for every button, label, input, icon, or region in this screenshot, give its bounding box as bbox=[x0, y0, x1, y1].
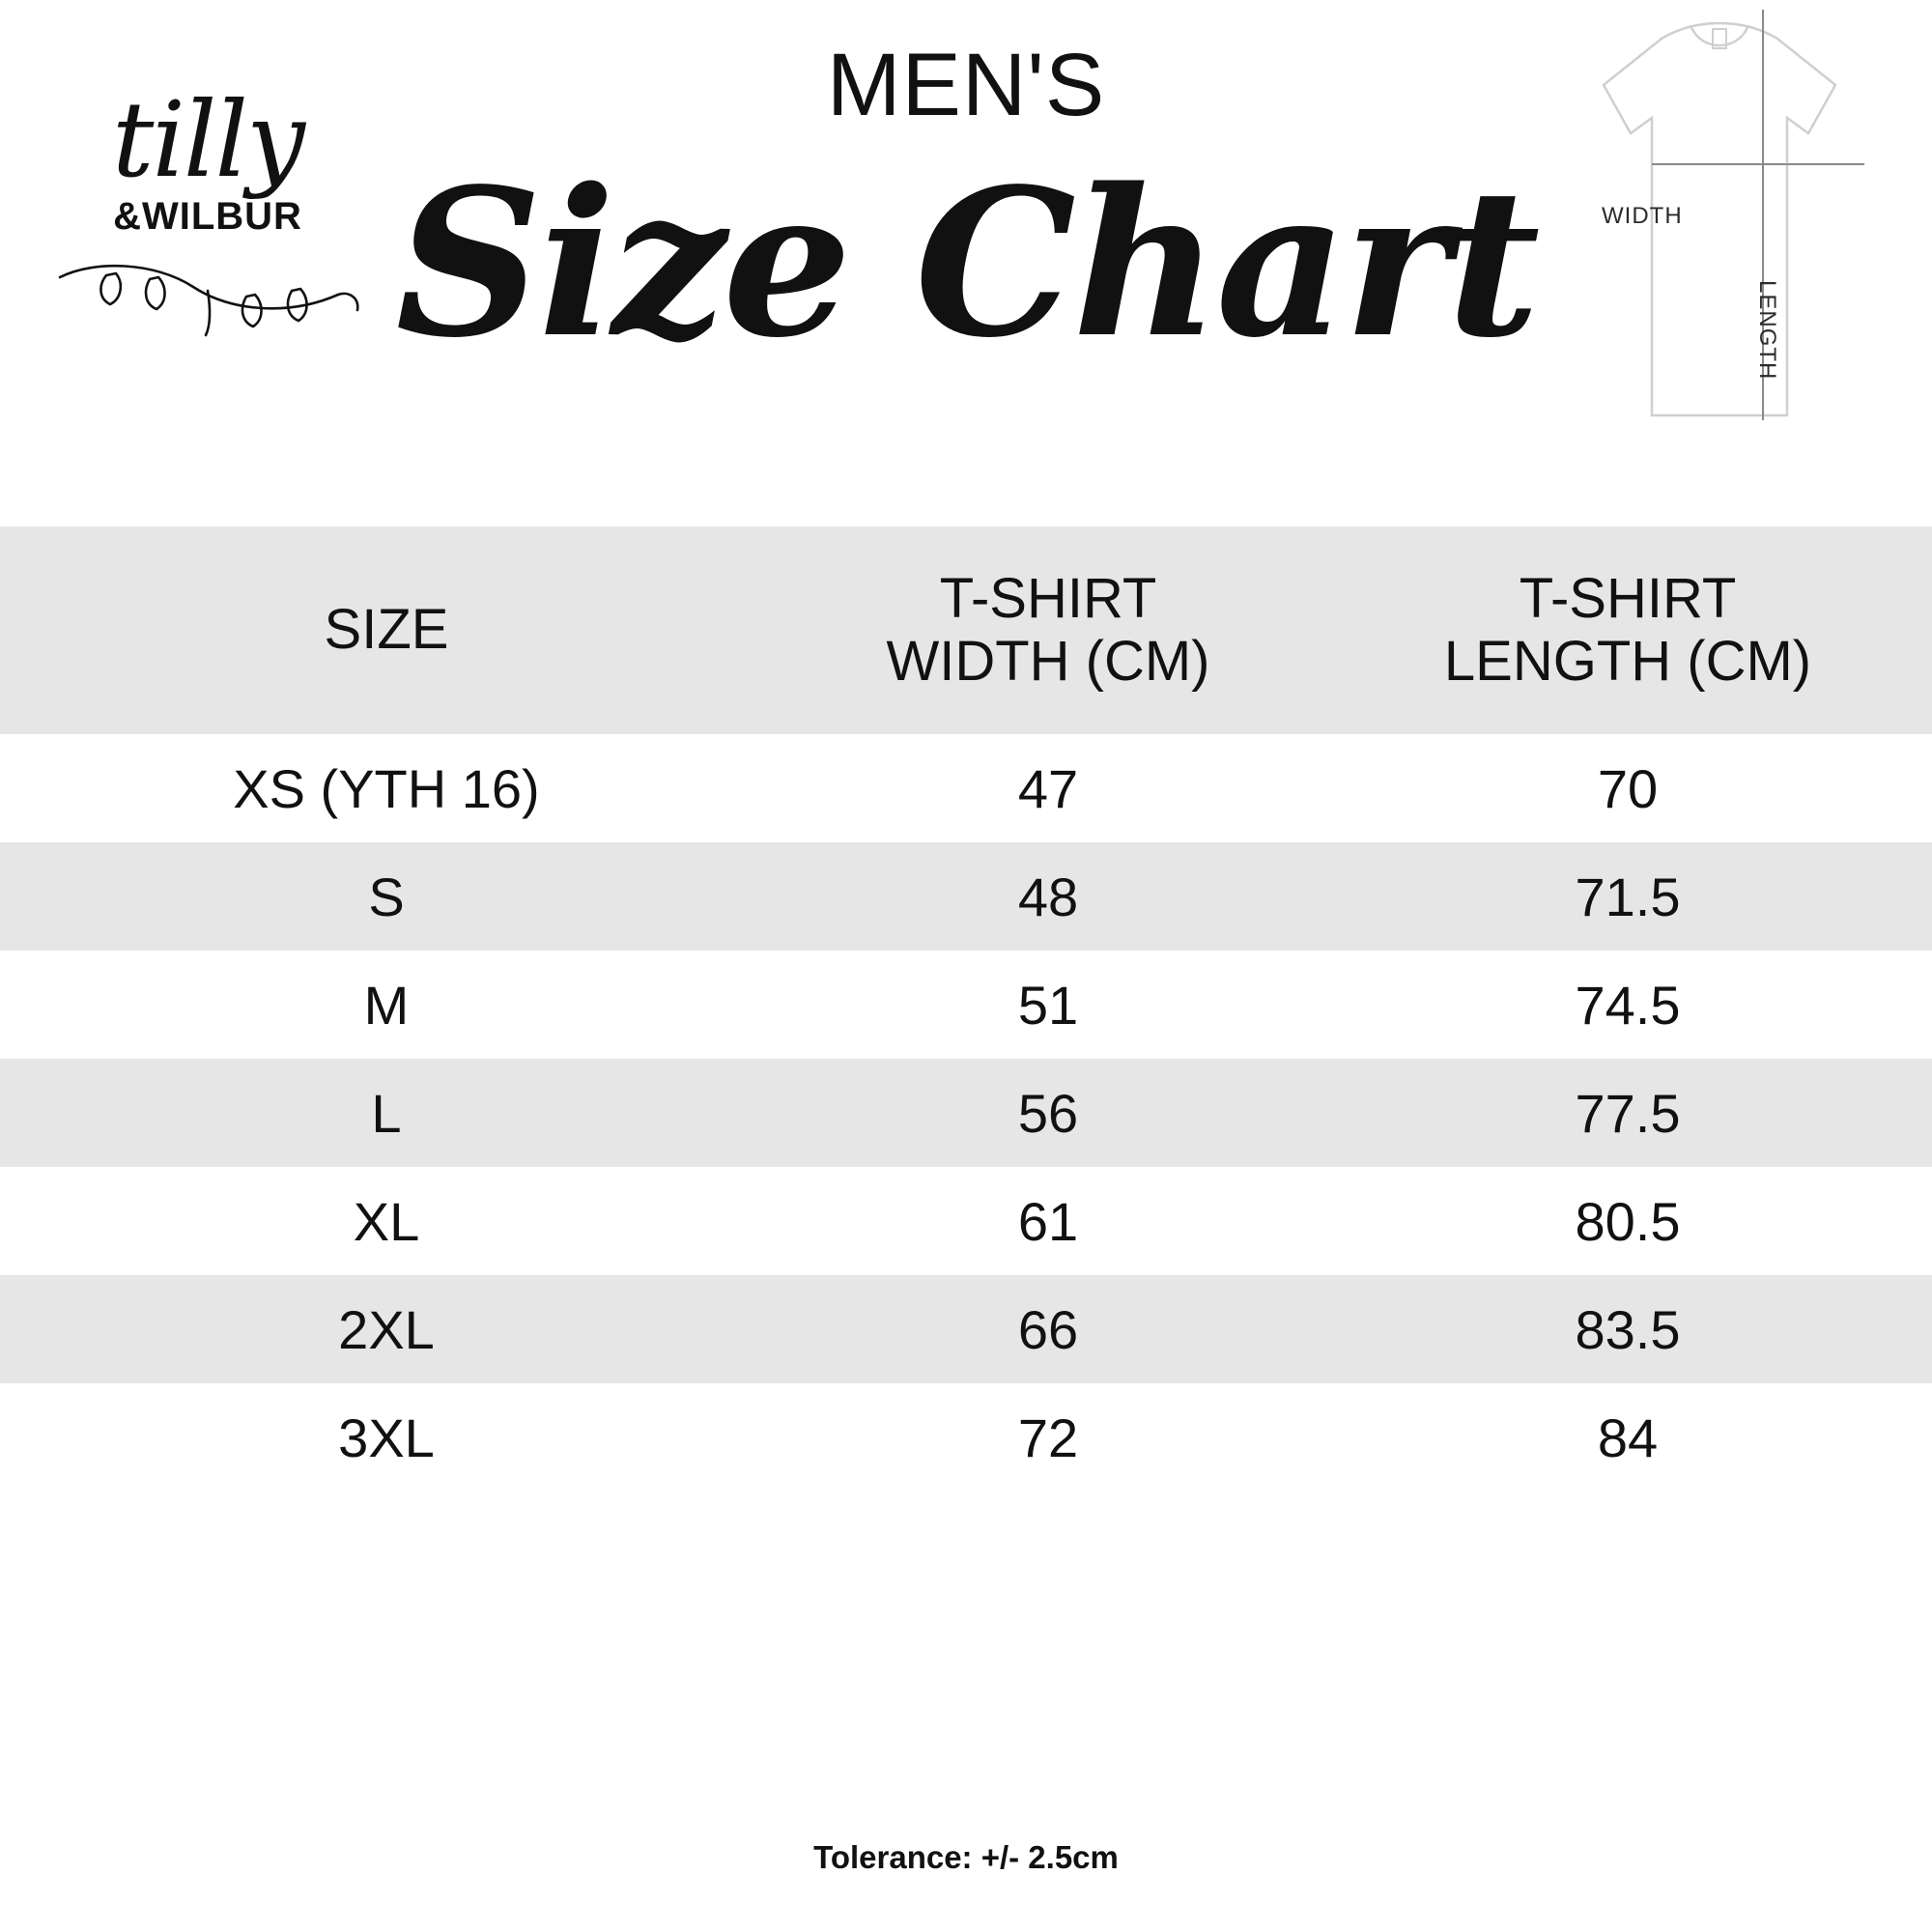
table-row bbox=[0, 1383, 1932, 1492]
cell-width: 61 bbox=[1017, 1190, 1079, 1252]
cell-size: M bbox=[363, 974, 410, 1036]
cell-width: 47 bbox=[1017, 757, 1079, 819]
brand-subname: &WILBUR bbox=[113, 194, 302, 238]
cell-length: 77.5 bbox=[1575, 1082, 1681, 1144]
cell-size: L bbox=[371, 1082, 402, 1144]
width-label: WIDTH bbox=[1602, 203, 1683, 229]
cell-width: 66 bbox=[1017, 1298, 1079, 1360]
cell-size: 3XL bbox=[338, 1406, 435, 1468]
table-row bbox=[0, 951, 1932, 1059]
cell-size: XL bbox=[353, 1190, 420, 1252]
length-label: LENGTH bbox=[1754, 280, 1780, 381]
title-main: Size Chart bbox=[395, 143, 1537, 383]
column-header-length-line2: LENGTH (CM) bbox=[1443, 629, 1812, 693]
cell-length: 71.5 bbox=[1575, 866, 1681, 927]
cell-size: XS (YTH 16) bbox=[233, 757, 540, 819]
brand-logo bbox=[48, 80, 367, 339]
table-row bbox=[0, 1167, 1932, 1275]
cell-length: 74.5 bbox=[1575, 974, 1681, 1036]
table-header-row bbox=[0, 526, 1932, 734]
table-row bbox=[0, 1275, 1932, 1383]
table-row bbox=[0, 842, 1932, 951]
column-header-size: SIZE bbox=[324, 598, 449, 662]
column-header-length-line1: T-SHIRT bbox=[1519, 566, 1737, 630]
cell-size: 2XL bbox=[338, 1298, 435, 1360]
leaf-branch-icon bbox=[48, 252, 367, 339]
size-chart-table bbox=[0, 526, 1932, 1492]
table-row bbox=[0, 734, 1932, 842]
cell-width: 51 bbox=[1017, 974, 1079, 1036]
cell-length: 83.5 bbox=[1575, 1298, 1681, 1360]
cell-length: 80.5 bbox=[1575, 1190, 1681, 1252]
table-row bbox=[0, 1059, 1932, 1167]
tshirt-outline-icon bbox=[1546, 10, 1913, 435]
cell-length: 70 bbox=[1597, 757, 1659, 819]
cell-width: 72 bbox=[1017, 1406, 1079, 1468]
chart-header bbox=[0, 0, 1932, 522]
tolerance-note: Tolerance: +/- 2.5cm bbox=[813, 1839, 1119, 1875]
column-header-length bbox=[1323, 568, 1932, 694]
brand-name: tilly bbox=[111, 80, 304, 201]
cell-length: 84 bbox=[1597, 1406, 1659, 1468]
column-header-width bbox=[773, 568, 1323, 694]
title-category: MEN'S bbox=[826, 36, 1106, 134]
cell-width: 48 bbox=[1017, 866, 1079, 927]
page-title bbox=[367, 36, 1565, 383]
column-header-width-line1: T-SHIRT bbox=[939, 566, 1157, 630]
cell-width: 56 bbox=[1017, 1082, 1079, 1144]
cell-size: S bbox=[368, 866, 405, 927]
tshirt-diagram bbox=[1546, 10, 1913, 435]
column-header-width-line2: WIDTH (CM) bbox=[886, 629, 1210, 693]
